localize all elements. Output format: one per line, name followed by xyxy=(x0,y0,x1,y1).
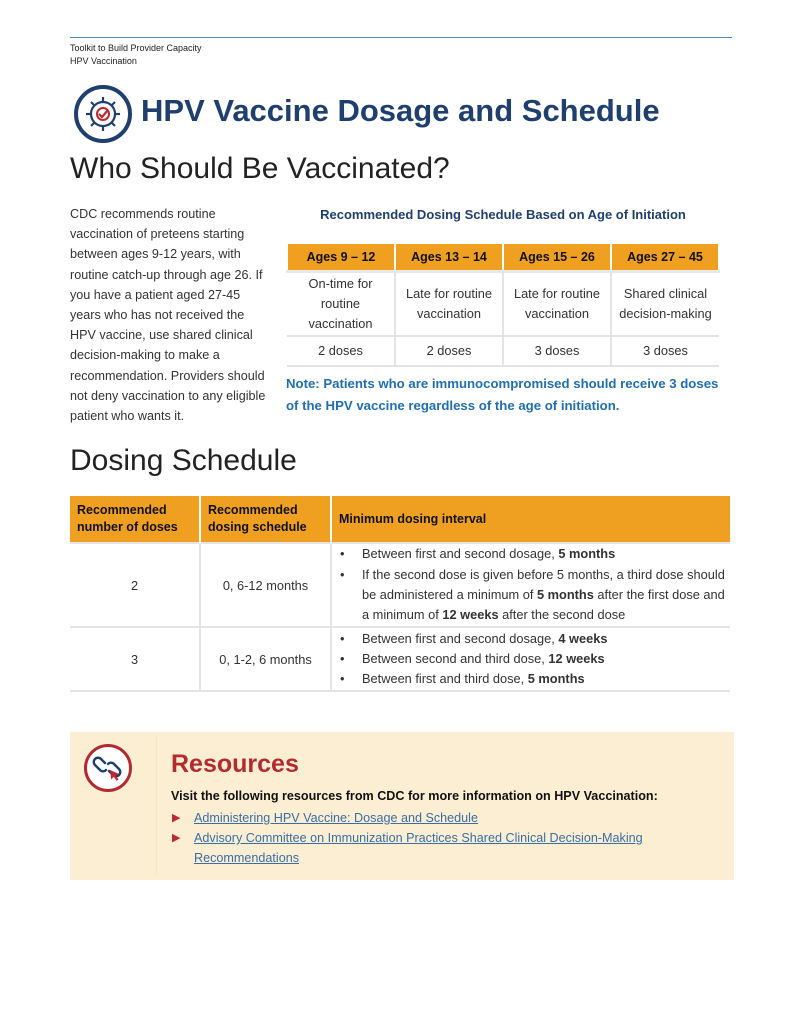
list-item: • Between first and third dose, 5 months xyxy=(340,671,585,687)
link-icon xyxy=(83,743,133,793)
section-heading-dosing: Dosing Schedule xyxy=(70,444,297,477)
header-rule xyxy=(70,37,732,38)
table-row xyxy=(287,336,719,366)
schedule-cell: 0, 6-12 months xyxy=(200,543,331,627)
doses-cell: 3 doses xyxy=(611,336,719,366)
interval-list xyxy=(332,629,730,690)
recommendation-cell: Late for routine vaccination xyxy=(503,272,611,337)
page-title: HPV Vaccine Dosage and Schedule xyxy=(141,93,660,128)
doses-count-cell: 3 xyxy=(70,627,200,691)
age-table-title: Recommended Dosing Schedule Based on Age of Initiation xyxy=(320,207,686,222)
table-row xyxy=(70,627,730,691)
dosing-header-cell: Recommended dosing schedule xyxy=(200,496,331,543)
recommendation-cell: On-time for routine vaccination xyxy=(287,272,395,337)
vaccine-target-icon xyxy=(73,84,133,144)
resources-subtitle: Visit the following resources from CDC for more information on HPV Vaccination: xyxy=(171,789,658,803)
arrow-bullet-icon: ▶ xyxy=(172,832,181,844)
list-item: • Between first and second dosage, 5 months xyxy=(340,546,616,562)
immunocompromised-note: Note: Patients who are immunocompromised should receive 3 doses of the HPV vaccine regardless of the age of initiation. xyxy=(286,376,719,413)
interval-list xyxy=(332,544,730,625)
dosing-table-header-row xyxy=(70,496,730,543)
age-schedule-table xyxy=(286,242,720,367)
interval-cell xyxy=(331,543,730,627)
age-header-cell: Ages 13 – 14 xyxy=(395,243,503,272)
intro-paragraph: CDC recommends routine vaccination of preteens starting between ages 9-12 years, with routine catch-up through age 26. If you have a patient aged 27-45 years who has not received the HPV vaccine, use shared clinical decision-making to make a recommendation. Providers should not deny vaccination to any eligible patient who wants it. xyxy=(70,207,266,424)
schedule-cell: 0, 1-2, 6 months xyxy=(200,627,331,691)
resources-title: Resources xyxy=(171,750,299,778)
doses-cell: 2 doses xyxy=(395,336,503,366)
resources-divider xyxy=(156,736,157,876)
age-table-header-row xyxy=(287,243,719,272)
running-header xyxy=(70,42,202,68)
list-item: • If the second dose is given before 5 months, a third dose should be administered a minimum of 5 months after the first dose and a minimum of 12 weeks after the second dose xyxy=(340,566,725,623)
interval-cell xyxy=(331,627,730,691)
list-item: • Between first and second dosage, 4 weeks xyxy=(340,630,608,646)
dosing-header-cell: Minimum dosing interval xyxy=(331,496,730,543)
doses-cell: 3 doses xyxy=(503,336,611,366)
age-header-cell: Ages 27 – 45 xyxy=(611,243,719,272)
header-line-1: Toolkit to Build Provider Capacity xyxy=(70,43,202,53)
doses-count-cell: 2 xyxy=(70,543,200,627)
age-header-cell: Ages 9 – 12 xyxy=(287,243,395,272)
link-administering-hpv-vaccine[interactable]: Administering HPV Vaccine: Dosage and Schedule xyxy=(194,811,478,825)
header-line-2: HPV Vaccination xyxy=(70,56,137,66)
doses-cell: 2 doses xyxy=(287,336,395,366)
section-heading-who: Who Should Be Vaccinated? xyxy=(70,152,450,185)
table-row xyxy=(70,543,730,627)
link-acip-shared-decision-making[interactable]: Advisory Committee on Immunization Practices Shared Clinical Decision-Making Recommendations xyxy=(194,831,643,865)
age-header-cell: Ages 15 – 26 xyxy=(503,243,611,272)
recommendation-cell: Shared clinical decision-making xyxy=(611,272,719,337)
recommendation-cell: Late for routine vaccination xyxy=(395,272,503,337)
list-item: • Between second and third dose, 12 weeks xyxy=(340,650,605,666)
dosing-header-cell: Recommended number of doses xyxy=(70,496,200,543)
dosing-schedule-table xyxy=(70,496,730,692)
table-row xyxy=(287,272,719,337)
arrow-bullet-icon: ▶ xyxy=(172,812,181,824)
